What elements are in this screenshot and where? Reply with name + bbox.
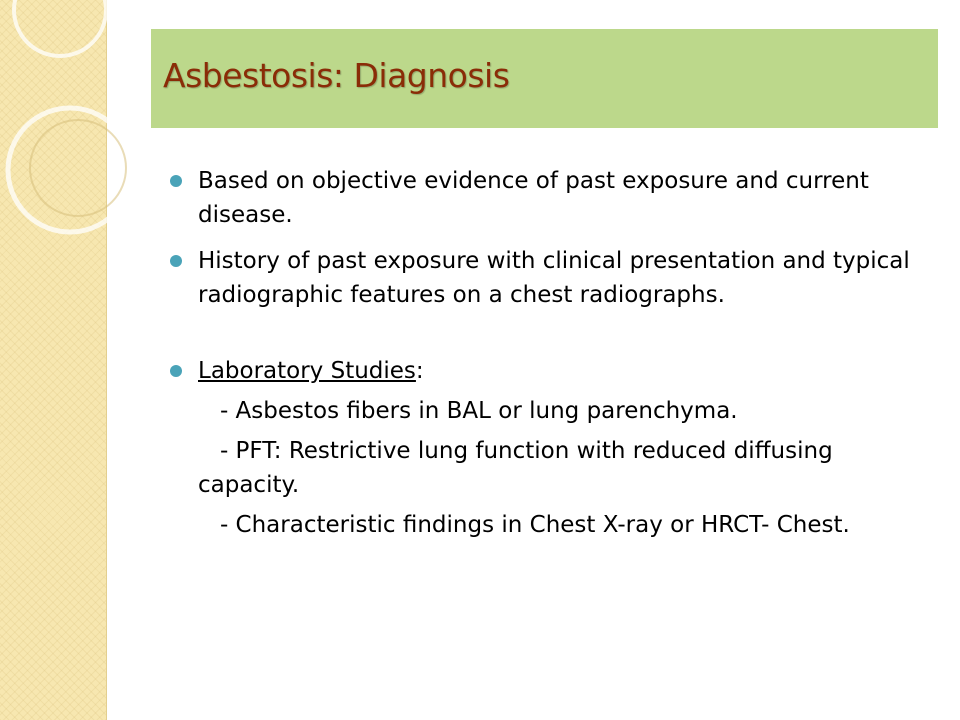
decorative-ring-small	[14, 0, 106, 56]
lab-item	[168, 508, 928, 542]
bullet-item	[168, 244, 928, 312]
decorative-ring-inner	[30, 120, 126, 216]
lab-item	[168, 434, 928, 502]
bullet-item	[168, 164, 928, 232]
lab-item	[168, 394, 928, 428]
lab-studies-colon: :	[415, 358, 424, 384]
bullet-text: History of past exposure with clinical presentation and typical radiographic features on a chest radiographs.	[198, 248, 910, 308]
lab-item-text: - PFT: Restrictive lung function with reduced diffusing capacity.	[198, 438, 840, 498]
slide-content	[168, 164, 928, 542]
lab-item-text: - Characteristic findings in Chest X-ray or HRCT- Chest.	[198, 512, 850, 538]
lab-item-text: - Asbestos fibers in BAL or lung parenchyma.	[198, 398, 738, 424]
title-band	[151, 29, 938, 128]
decorative-ring-large	[8, 108, 132, 232]
bullet-item-laboratory-studies	[168, 354, 928, 388]
slide-title: Asbestosis: Diagnosis	[163, 56, 510, 95]
bullet-text: Based on objective evidence of past exposure and current disease.	[198, 168, 869, 228]
lab-studies-heading: Laboratory Studies	[198, 358, 416, 384]
decorative-rings	[0, 0, 140, 300]
